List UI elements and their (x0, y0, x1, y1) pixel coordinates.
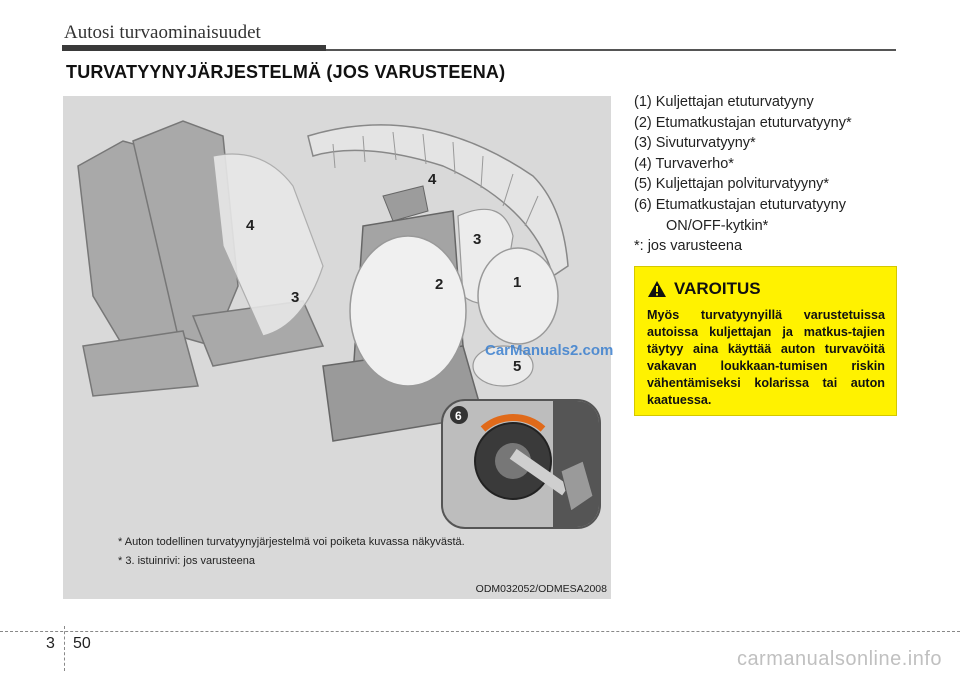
watermark: CarManuals2.com (485, 342, 614, 359)
warning-title: VAROITUS (674, 279, 761, 298)
section-title: TURVATYYNYJÄRJESTELMÄ (JOS VARUSTEENA) (66, 62, 506, 82)
switch-illustration (443, 401, 599, 527)
header-bar (62, 45, 326, 51)
warning-text: Myös turvatyynyillä varustetuissa autoissa kuljettajan ja matkus-tajien täytyy aina käyttää auton turvavöitä vakavan loukkaan-tumisen riskin vähentämiseksi kolarissa tai auton kaatuessa. (647, 308, 885, 407)
callout-5: 5 (513, 358, 522, 375)
callout-3a: 3 (473, 231, 482, 248)
legend-item-5: (5) Kuljettajan polviturvatyyny* (634, 176, 830, 193)
legend-item-3: (3) Sivuturvatyyny* (634, 135, 756, 152)
running-header: Autosi turvaominaisuudet (64, 22, 261, 43)
page-number: 50 (73, 635, 91, 652)
switch-inset (441, 399, 601, 529)
callout-1: 1 (513, 274, 522, 291)
legend-item-6: (6) Etumatkustajan etuturvatyyny (634, 196, 846, 213)
figure-note-2: * 3. istuinrivi: jos varusteena (118, 555, 255, 567)
callout-6: 6 (455, 409, 462, 423)
airbag-figure (63, 96, 614, 599)
callout-2: 2 (435, 276, 444, 293)
warning-box (634, 266, 897, 416)
header-rule (326, 49, 896, 51)
footer-rule (0, 631, 960, 632)
site-watermark: carmanualsonline.info (736, 648, 942, 670)
callout-4a: 4 (428, 171, 437, 188)
callout-3b: 3 (291, 289, 300, 306)
figure-code: ODM032052/ODMESA2008 (475, 583, 607, 595)
callout-4b: 4 (246, 217, 255, 234)
legend-item-4: (4) Turvaverho* (634, 155, 734, 172)
warning-triangle-icon (647, 280, 667, 298)
legend-item-2: (2) Etumatkustajan etuturvatyyny* (634, 114, 852, 131)
legend-item-6-cont: ON/OFF-kytkin* (666, 217, 769, 234)
legend-footnote: *: jos varusteena (634, 238, 743, 255)
figure-note-1: * Auton todellinen turvatyynyjärjestelmä voi poiketa kuvassa näkyvästä. (118, 536, 465, 548)
chapter-number: 3 (46, 635, 55, 652)
airbag-legend (634, 92, 852, 257)
footer-divider (64, 626, 65, 671)
legend-item-1: (1) Kuljettajan etuturvatyyny (634, 94, 814, 110)
